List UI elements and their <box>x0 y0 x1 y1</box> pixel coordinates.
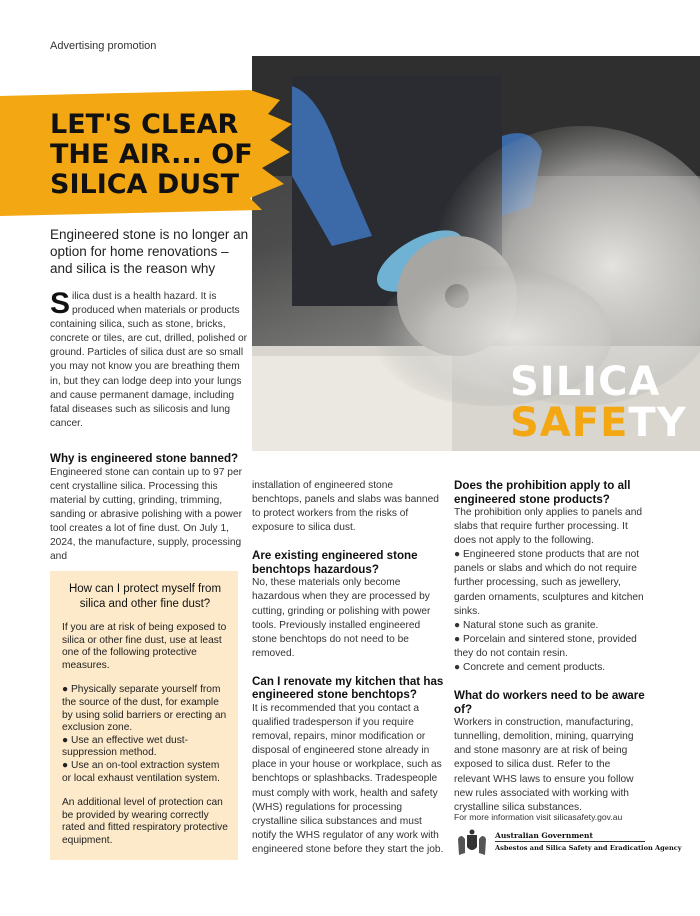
gov-divider <box>495 841 645 842</box>
section-heading: Are existing engineered stone benchtops hazardous? <box>252 549 418 576</box>
box-heading: How can I protect myself from silica and other fine dust? <box>68 583 222 610</box>
box-bullets <box>62 684 228 785</box>
list-item: ● Use an on-tool extraction system or local exhaust ventilation system. <box>62 759 220 784</box>
box-outro: An additional level of protection can be provided by wearing correctly rated and fitted respiratory protective equipment. <box>62 797 228 846</box>
gov-line-1: Australian Government <box>495 831 593 840</box>
advertising-tag: Advertising promotion <box>50 40 157 52</box>
hero-photo <box>252 56 700 451</box>
section-heading: Can I renovate my kitchen that has engineered stone benchtops? <box>252 674 444 702</box>
section-text: No, these materials only become hazardous when they are processed by cutting, grinding or polishing with power tools. Previously installed engineered stone benchtops do not need to be removed. <box>252 577 431 659</box>
title-line-1: LET'S CLEAR <box>50 109 239 140</box>
section-text: Workers in construction, manufacturing, tunnelling, demolition, mining, quarrying and stone masonry are at risk of being exposed to silica dust. Refer to the relevant WHS laws to ensure you follow new rules associated with working with crystalline silica substances. <box>454 717 634 813</box>
section-text-continued: installation of engineered stone benchtops, panels and slabs was banned to protect workers from the risks of exposure to silica dust. <box>252 480 439 534</box>
coat-of-arms-icon <box>455 829 489 859</box>
section-text: The prohibition only applies to panels and slabs that require further processing. It does not apply to the following. <box>454 507 643 547</box>
list-item: ● Concrete and cement products. <box>454 662 606 674</box>
section-heading: Why is engineered stone banned? <box>50 452 239 465</box>
list-item: ● Natural stone such as granite. <box>454 619 599 631</box>
gov-line-2: Asbestos and Silica Safety and Eradication Agency <box>495 844 682 852</box>
list-item: ● Use an effective wet dust-suppression method. <box>62 734 189 759</box>
list-item: ● Physically separate yourself from the source of the dust, for example by using solid barriers or erecting an exclusion zone. <box>62 684 227 734</box>
list-item: ● Porcelain and sintered stone, provided they do not contain resin. <box>454 633 637 659</box>
badge-line-1: SILICA <box>510 359 661 405</box>
intro-text: Engineered stone is no longer an option for home renovations – and silica is the reason why <box>50 227 249 276</box>
section-text: It is recommended that you contact a qualified tradesperson if you require removal, repairs, minor modification or disposal of engineered stone already in place in your house or workplace, such as benchtops or splashbacks. Tradespeople must comply with work, health and safety (WHS) regulations for processing crystalline silica substances and must notify the WHS regulator of any work with engineered stone before they start the job. <box>252 702 444 855</box>
body-intro-paragraph <box>50 287 248 431</box>
title-line-2: THE AIR... OF <box>50 139 253 170</box>
protection-box <box>50 571 238 860</box>
box-intro: If you are at risk of being exposed to silica or other fine dust, use at least one of the following protective measures. <box>62 622 227 671</box>
list-item: ● Engineered stone products that are not panels or slabs and which do not require further processing, such as jewellery, garden ornaments, sculptures and kitchen sinks. <box>454 549 644 617</box>
government-logo <box>455 829 682 859</box>
title-line-3: SILICA DUST <box>50 169 240 200</box>
badge-line-2b: TY <box>628 400 687 446</box>
section-text: Engineered stone can contain up to 97 per cent crystalline silica. Processing this material by cutting, grinding, trimming, sanding or abrasive polishing with a power tool creates a lot of fine dust. On July 1, 2024, the manufacture, supply, processing and <box>50 466 243 563</box>
page-title <box>50 110 253 200</box>
footer-link-text: For more information visit silicasafety.gov.au <box>454 812 623 822</box>
right-column <box>454 479 646 815</box>
drop-cap: S <box>50 287 71 320</box>
section-heading: What do workers need to be aware of? <box>454 689 645 716</box>
silica-safety-badge <box>510 359 687 446</box>
middle-column <box>252 479 444 857</box>
section-banned <box>50 452 246 564</box>
body-intro-text: ilica dust is a health hazard. It is produced when materials or products containing silica, such as stone, bricks, concrete or tiles, are cut, drilled, polished or ground. Particles of silica dust are so small you may not know you are breathing them in, but they can lodge deep into your lungs and cause permanent damage, including fatal diseases such as silicosis and lung cancer. <box>50 291 248 429</box>
badge-line-2a: SAFE <box>510 400 629 446</box>
section-heading: Does the prohibition apply to all engineered stone products? <box>454 479 631 506</box>
